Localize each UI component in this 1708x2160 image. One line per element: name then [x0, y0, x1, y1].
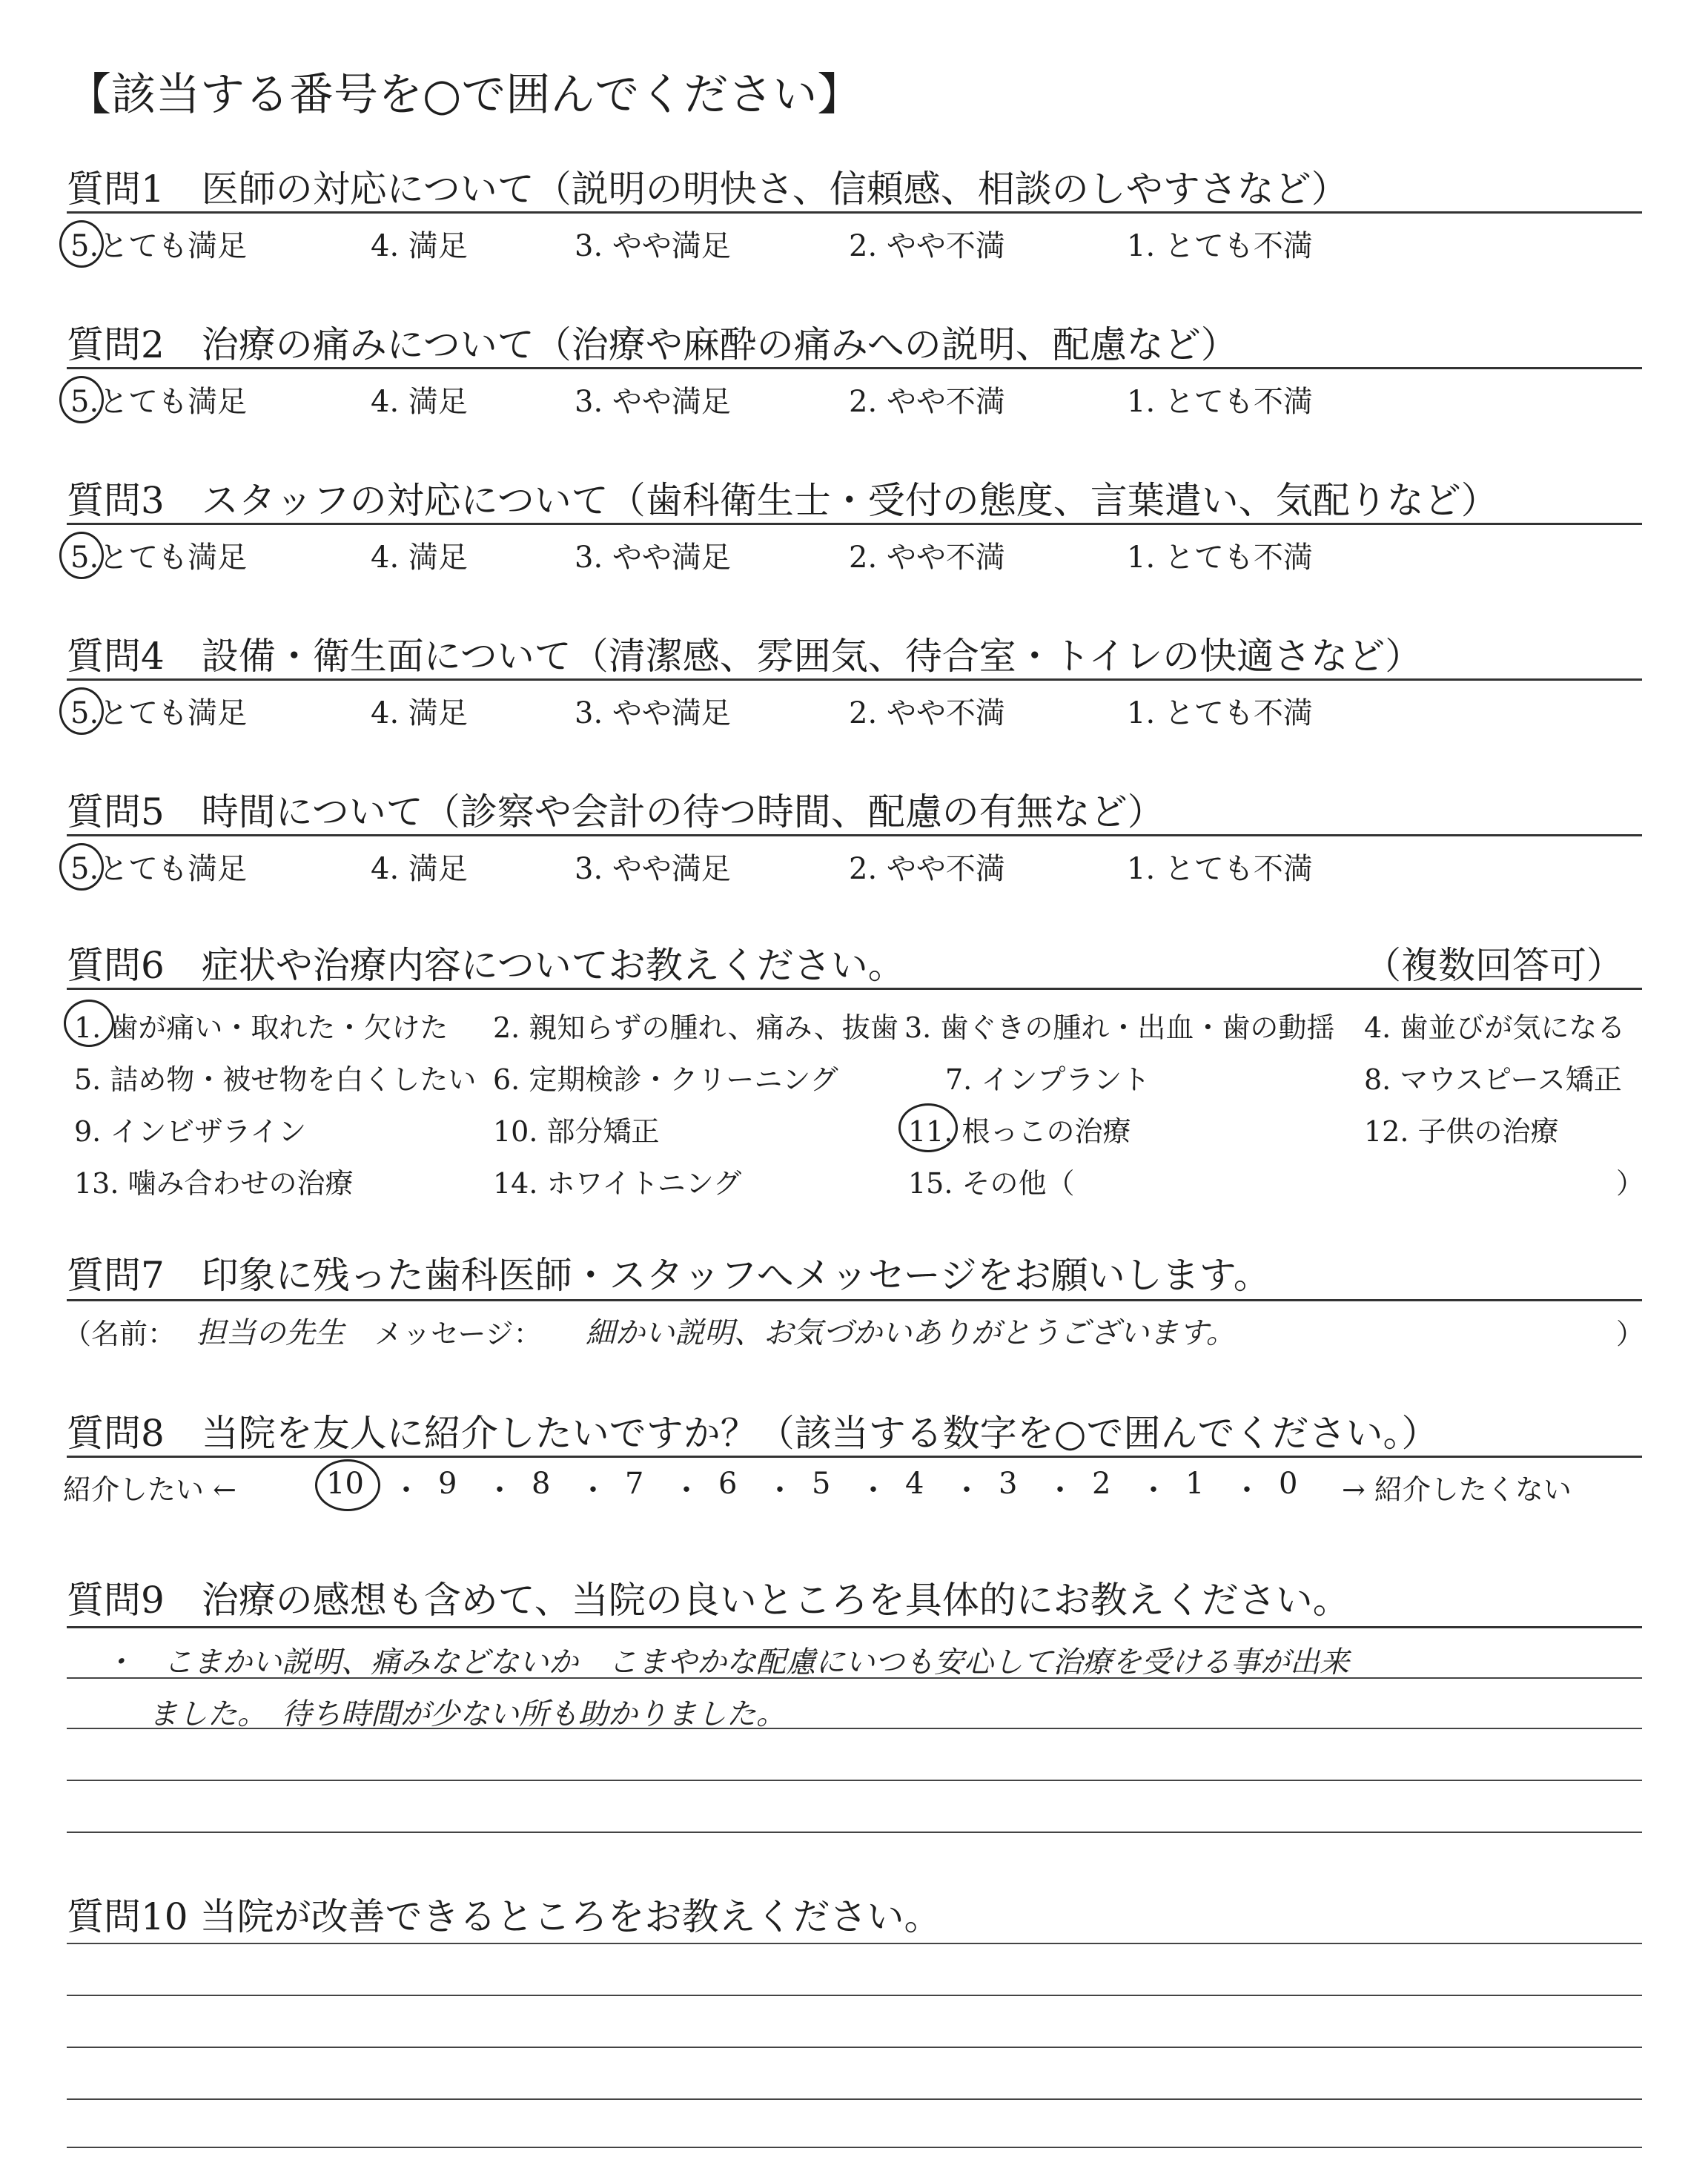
q3-option-4[interactable]: 4. 満足: [371, 541, 468, 575]
q5-rule: [67, 834, 1642, 836]
q6-option-12[interactable]: 12. 子供の治療: [1364, 1115, 1559, 1148]
q9-title: 質問9 治療の感想も含めて、当院の良いところを具体的にお教えください。: [67, 1579, 1350, 1622]
q8-scale-value-1[interactable]: 1: [1185, 1467, 1205, 1501]
q5-option-5[interactable]: 5.とても満足: [70, 852, 248, 886]
q7-message-label: メッセージ：: [374, 1318, 542, 1350]
q1-option-2[interactable]: 2. やや不満: [849, 229, 1005, 263]
q7-title: 質問7 印象に残った歯科医師・スタッフへメッセージをお願いします。: [67, 1254, 1271, 1297]
q8-scale-dot: ・: [672, 1473, 701, 1507]
q8-scale-value-2[interactable]: 2: [1092, 1467, 1111, 1501]
q10-answer-rule-4: [67, 2098, 1642, 2100]
q4-rule: [67, 678, 1642, 681]
q8-scale-dot: ・: [578, 1473, 608, 1507]
q6-option-6[interactable]: 6. 定期検診・クリーニング: [493, 1063, 838, 1096]
q8-right-label: → 紹介したくない: [1342, 1473, 1572, 1506]
q10-answer-rule-3: [67, 2047, 1642, 2048]
q6-option-11[interactable]: 11. 根っこの治療: [908, 1115, 1131, 1148]
q8-scale-value-6[interactable]: 6: [718, 1467, 738, 1501]
q1-option-3[interactable]: 3. やや満足: [575, 229, 731, 263]
q6-option-13[interactable]: 13. 噛み合わせの治療: [74, 1167, 354, 1200]
q6-option-10[interactable]: 10. 部分矯正: [493, 1115, 660, 1148]
q8-scale-dot: ・: [1139, 1473, 1168, 1507]
q5-title: 質問5 時間について（診察や会計の待つ時間、配慮の有無など）: [67, 790, 1165, 833]
q3-title: 質問3 スタッフの対応について（歯科衛生士・受付の態度、言葉遣い、気配りなど）: [67, 479, 1498, 522]
q8-scale-dot: ・: [858, 1473, 888, 1507]
q10-answer-rule-5: [67, 2147, 1642, 2148]
q6-option-15[interactable]: 15. その他（: [908, 1167, 1075, 1200]
q5-option-2[interactable]: 2. やや不満: [849, 852, 1005, 886]
q6-option-2[interactable]: 2. 親知らずの腫れ、痛み、抜歯: [493, 1011, 898, 1044]
q6-option-3[interactable]: 3. 歯ぐきの腫れ・出血・歯の動揺: [904, 1011, 1335, 1044]
q8-scale-dot: ・: [391, 1473, 421, 1507]
q8-scale-value-4[interactable]: 4: [905, 1467, 924, 1501]
q9-answer-rule-1: [67, 1677, 1642, 1679]
q8-scale-value-9[interactable]: 9: [438, 1467, 457, 1501]
q8-scale-value-3[interactable]: 3: [999, 1467, 1018, 1501]
q2-option-4[interactable]: 4. 満足: [371, 385, 468, 419]
q7-rule: [67, 1299, 1642, 1301]
q6-option-9[interactable]: 9. インビザライン: [74, 1115, 307, 1148]
q5-option-1[interactable]: 1. とても不満: [1127, 852, 1313, 886]
q10-title: 質問10 当院が改善できるところをお教えください。: [67, 1895, 941, 1938]
q3-option-3[interactable]: 3. やや満足: [575, 541, 731, 575]
q6-option-5[interactable]: 5. 詰め物・被せ物を白くしたい: [74, 1063, 477, 1096]
q2-option-2[interactable]: 2. やや不満: [849, 385, 1005, 419]
q2-title: 質問2 治療の痛みについて（治療や麻酔の痛みへの説明、配慮など）: [67, 323, 1238, 366]
q3-option-5[interactable]: 5.とても満足: [70, 541, 248, 575]
q4-option-2[interactable]: 2. やや不満: [849, 696, 1005, 730]
q9-answer-line-2[interactable]: ました。 待ち時間が少ない所も助かりました。: [148, 1697, 786, 1731]
q8-left-label: 紹介したい ←: [63, 1473, 236, 1506]
q6-rule: [67, 988, 1642, 990]
q3-rule: [67, 523, 1642, 525]
q8-scale-dot: ・: [1232, 1473, 1262, 1507]
q1-option-1[interactable]: 1. とても不満: [1127, 229, 1313, 263]
page-header: 【該当する番号を○で囲んでください】: [67, 69, 862, 121]
q2-rule: [67, 367, 1642, 369]
q4-option-4[interactable]: 4. 満足: [371, 696, 468, 730]
q8-scale-value-7[interactable]: 7: [625, 1467, 644, 1501]
q9-answer-rule-3: [67, 1780, 1642, 1781]
q9-answer-rule-2: [67, 1728, 1642, 1729]
q6-title: 質問6 症状や治療内容についてお教えください。: [67, 944, 905, 987]
q6-option-15-close: ）: [1616, 1167, 1645, 1200]
q9-answer-line-1[interactable]: ・ こまかい説明、痛みなどないか こまやかな配慮にいつも安心して治療を受ける事が出来: [104, 1645, 1349, 1680]
q4-option-1[interactable]: 1. とても不満: [1127, 696, 1313, 730]
q7-message-value[interactable]: 細かい説明、お気づかいありがとうございます。: [586, 1316, 1236, 1350]
q8-scale-value-10[interactable]: 10: [326, 1467, 364, 1501]
q4-option-3[interactable]: 3. やや満足: [575, 696, 731, 730]
q8-rule: [67, 1456, 1642, 1458]
q6-option-7[interactable]: 7. インプラント: [945, 1063, 1151, 1096]
q6-option-4[interactable]: 4. 歯並びが気になる: [1364, 1011, 1626, 1044]
q8-scale-dot: ・: [485, 1473, 514, 1507]
q3-option-2[interactable]: 2. やや不満: [849, 541, 1005, 575]
q7-close: ）: [1616, 1318, 1645, 1350]
q10-answer-rule-1: [67, 1943, 1642, 1944]
q8-scale-dot: ・: [952, 1473, 982, 1507]
q8-scale-value-5[interactable]: 5: [812, 1467, 831, 1501]
q8-scale-value-8[interactable]: 8: [532, 1467, 551, 1501]
q9-answer-rule-4: [67, 1832, 1642, 1833]
q1-option-5[interactable]: 5.とても満足: [70, 229, 248, 263]
q2-option-5[interactable]: 5.とても満足: [70, 385, 248, 419]
q8-title: 質問8 当院を友人に紹介したいですか？（該当する数字を○で囲んでください。）: [67, 1412, 1439, 1455]
q2-option-3[interactable]: 3. やや満足: [575, 385, 731, 419]
q8-scale-dot: ・: [1045, 1473, 1075, 1507]
q3-option-1[interactable]: 1. とても不満: [1127, 541, 1313, 575]
q5-option-3[interactable]: 3. やや満足: [575, 852, 731, 886]
q6-option-1[interactable]: 1. 歯が痛い・取れた・欠けた: [74, 1011, 448, 1044]
q8-scale-dot: ・: [765, 1473, 795, 1507]
q1-option-4[interactable]: 4. 満足: [371, 229, 468, 263]
q6-option-14[interactable]: 14. ホワイトニング: [493, 1167, 742, 1200]
q2-option-1[interactable]: 1. とても不満: [1127, 385, 1313, 419]
q7-name-label: （名前：: [63, 1318, 176, 1350]
q9-rule: [67, 1626, 1642, 1628]
q1-rule: [67, 211, 1642, 214]
q5-option-4[interactable]: 4. 満足: [371, 852, 468, 886]
q1-title: 質問1 医師の対応について（説明の明快さ、信頼感、相談のしやすさなど）: [67, 168, 1348, 211]
q4-option-5[interactable]: 5.とても満足: [70, 696, 248, 730]
q6-option-8[interactable]: 8. マウスピース矯正: [1364, 1063, 1622, 1096]
q8-scale-value-0[interactable]: 0: [1279, 1467, 1298, 1501]
q7-name-value[interactable]: 担当の先生: [196, 1316, 345, 1350]
q6-note: （複数回答可）: [1364, 944, 1623, 987]
q4-title: 質問4 設備・衛生面について（清潔感、雰囲気、待合室・トイレの快適さなど）: [67, 635, 1423, 678]
q10-answer-rule-2: [67, 1995, 1642, 1996]
